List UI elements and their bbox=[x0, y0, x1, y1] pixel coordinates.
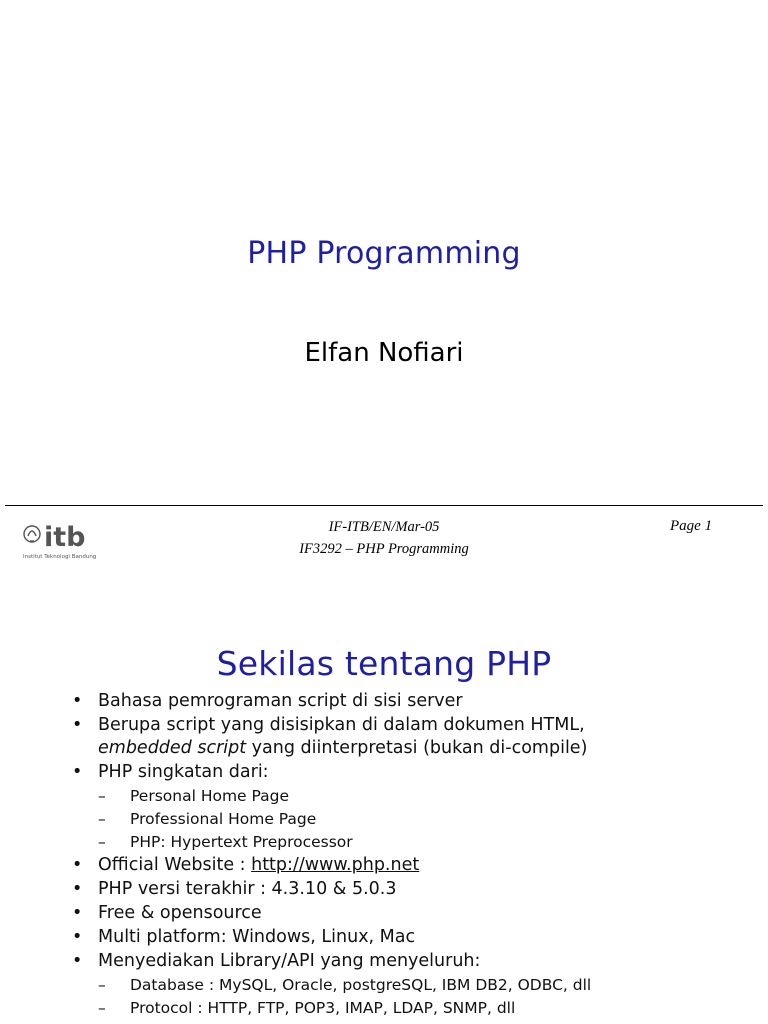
bullet-item: • Menyediakan Library/API yang menyeluruh: bbox=[66, 950, 756, 973]
logo-caption: Institut Teknologi Bandung bbox=[23, 554, 97, 560]
website-link[interactable]: http://www.php.net bbox=[251, 854, 420, 875]
logo-wordmark: itb bbox=[44, 522, 86, 553]
bullet-text: Official Website : bbox=[98, 854, 252, 875]
bullet-emphasis: embedded script bbox=[98, 737, 247, 758]
sub-bullet-item: – Protocol : HTTP, FTP, POP3, IMAP, LDAP, SNMP, dll bbox=[66, 997, 756, 1020]
footer-divider bbox=[5, 505, 763, 506]
slide-title: PHP Programming bbox=[247, 236, 521, 271]
author-name: Elfan Nofiari bbox=[304, 338, 464, 368]
bullet-item: • Bahasa pemrograman script di sisi server bbox=[66, 690, 756, 713]
footer-course-title: IF3292 – PHP Programming bbox=[299, 541, 469, 557]
sub-bullet-item: – PHP: Hypertext Preprocessor bbox=[66, 831, 756, 854]
bullet-item bbox=[66, 714, 756, 759]
bullet-item: • PHP singkatan dari: bbox=[66, 761, 756, 784]
bullet-item: • Free & opensource bbox=[66, 902, 756, 925]
bullet-text: yang diinterpretasi (bukan di-compile) bbox=[246, 737, 588, 758]
sub-bullet-item: – Professional Home Page bbox=[66, 808, 756, 831]
bullet-item bbox=[66, 854, 756, 877]
bullet-text: Berupa script yang disisipkan di dalam dokumen HTML, bbox=[98, 715, 585, 735]
page-number: Page 1 bbox=[670, 518, 713, 534]
footer-course-code: IF-ITB/EN/Mar-05 bbox=[328, 519, 440, 535]
bullet-item: • PHP versi terakhir : 4.3.10 & 5.0.3 bbox=[66, 878, 756, 901]
sub-bullet-item: – Personal Home Page bbox=[66, 785, 756, 808]
bullet-list bbox=[66, 690, 756, 1020]
bullet-item: • Multi platform: Windows, Linux, Mac bbox=[66, 926, 756, 949]
slide-title: Sekilas tentang PHP bbox=[216, 644, 552, 683]
sub-bullet-item: – Database : MySQL, Oracle, postgreSQL, IBM DB2, ODBC, dll bbox=[66, 974, 756, 997]
